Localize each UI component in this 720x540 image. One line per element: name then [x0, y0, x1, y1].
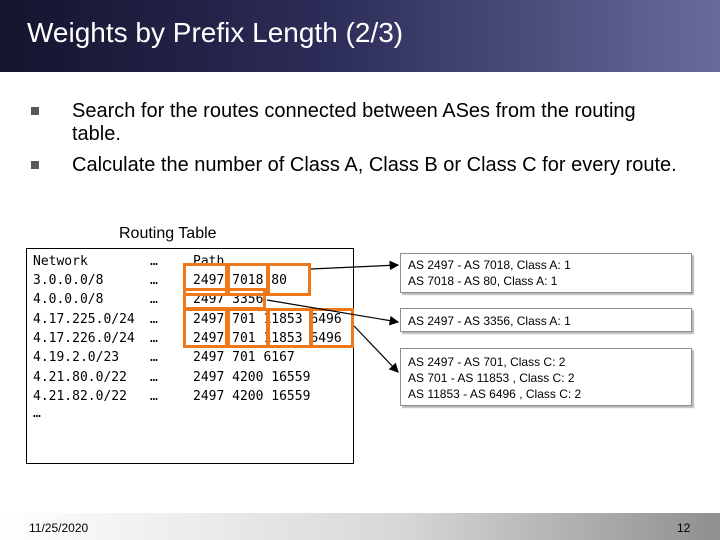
- table-header-path: Path: [193, 254, 225, 269]
- table-row-path: 2497 4200 16559: [193, 389, 311, 404]
- page-number: 12: [677, 521, 691, 535]
- table-header-network: Network: [33, 254, 88, 269]
- table-row-dots: …: [150, 370, 158, 385]
- arrow-line: [267, 300, 398, 322]
- table-row-path: 2497 701 11853 6496: [193, 312, 342, 327]
- arrow-line: [311, 265, 398, 269]
- table-row-network: 4.0.0.0/8: [33, 292, 104, 307]
- bullet-text: Calculate the number of Class A, Class B or Class C for every route.: [72, 154, 677, 176]
- table-row-dots: …: [150, 389, 158, 404]
- bullet-text: Search for the routes connected between ASes from the routing table.: [72, 100, 636, 145]
- table-row-network: 4.19.2.0/23: [33, 350, 120, 365]
- table-row-dots: …: [150, 331, 158, 346]
- table-row-network: 4.17.226.0/24: [33, 331, 135, 346]
- table-row-network: 4.17.225.0/24: [33, 312, 135, 327]
- table-row-path: 2497 701 6167: [193, 350, 295, 365]
- annotation-line: AS 11853 - AS 6496 , Class C: 2: [408, 387, 582, 401]
- table-row-path: 2497 701 11853 6496: [193, 331, 342, 346]
- table-row-path: 2497 3356: [193, 292, 264, 307]
- arrow-line: [354, 326, 398, 372]
- annotation-box: [400, 348, 692, 406]
- annotation-box: [400, 253, 692, 293]
- table-row-dots: …: [150, 312, 158, 327]
- slide-title: Weights by Prefix Length (2/3): [27, 17, 404, 48]
- annotation-box: [400, 308, 692, 332]
- table-header-dots: …: [150, 254, 158, 269]
- table-row-dots: …: [150, 350, 158, 365]
- annotation-line: AS 2497 - AS 3356, Class A: 1: [408, 314, 571, 328]
- table-ellipsis: …: [33, 406, 41, 421]
- annotation-line: AS 2497 - AS 701, Class C: 2: [408, 355, 566, 369]
- annotation-line: AS 701 - AS 11853 , Class C: 2: [408, 371, 575, 385]
- table-row-dots: …: [150, 273, 158, 288]
- table-row-dots: …: [150, 292, 158, 307]
- annotation-line: AS 2497 - AS 7018, Class A: 1: [408, 258, 571, 272]
- table-row-network: 4.21.82.0/22: [33, 389, 127, 404]
- footer-bar: [0, 513, 720, 540]
- annotation-line: AS 7018 - AS 80, Class A: 1: [408, 274, 558, 288]
- table-caption: Routing Table: [119, 225, 217, 242]
- table-row-network: 4.21.80.0/22: [33, 370, 127, 385]
- table-row-network: 3.0.0.0/8: [33, 273, 104, 288]
- table-row-path: 2497 7018 80: [193, 273, 287, 288]
- table-row-path: 2497 4200 16559: [193, 370, 311, 385]
- footer-date: 11/25/2020: [29, 521, 89, 535]
